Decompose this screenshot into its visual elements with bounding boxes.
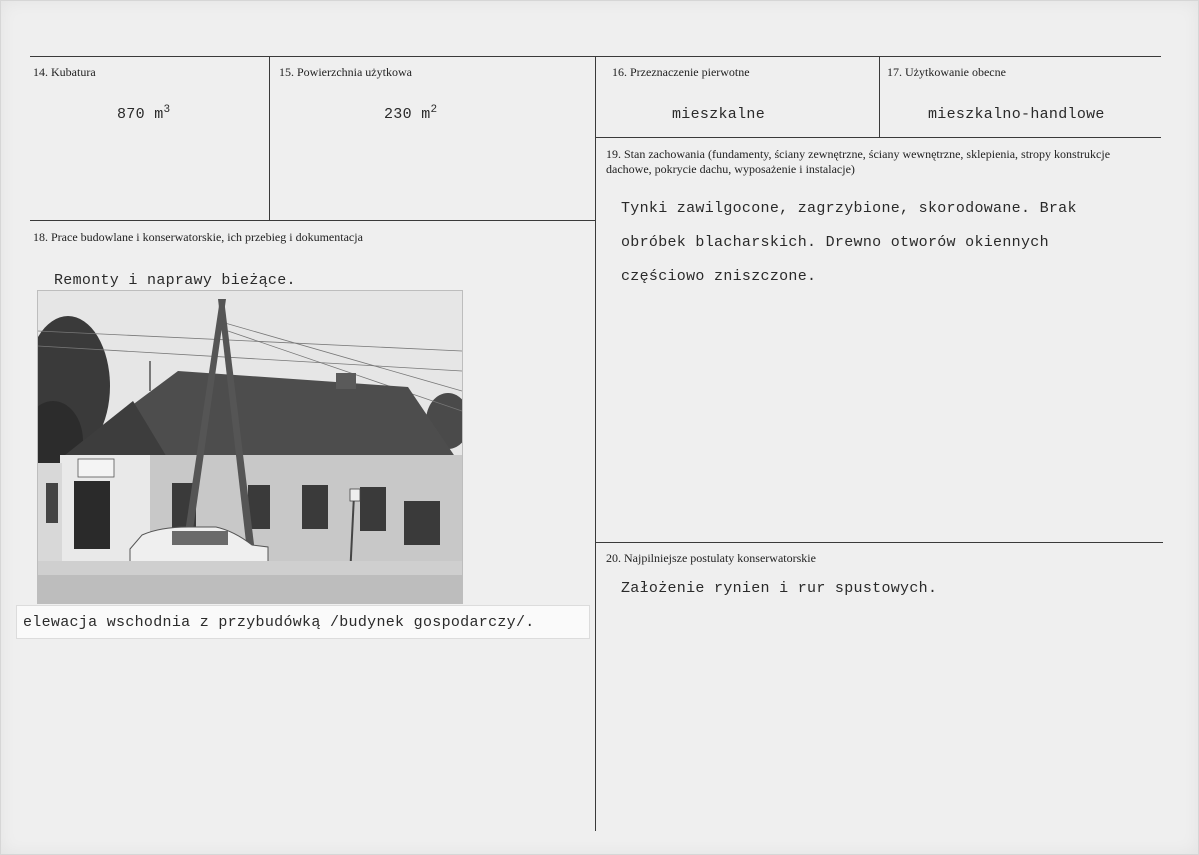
building-photo-icon bbox=[38, 291, 462, 603]
field-20-label: 20. Najpilniejsze postulaty konserwatorskie bbox=[606, 551, 816, 565]
divider-16-17 bbox=[879, 56, 880, 137]
field-14-number: 870 m bbox=[117, 106, 164, 123]
left-row-rule bbox=[30, 220, 596, 221]
center-divider bbox=[595, 56, 596, 831]
field-18-label: 18. Prace budowlane i konserwatorskie, ich przebieg i dokumentacja bbox=[33, 230, 363, 244]
field-15-exponent: 2 bbox=[430, 104, 438, 116]
photo-caption-strip bbox=[17, 606, 589, 638]
field-19-value: Tynki zawilgocone, zagrzybione, skorodowane. Brak obróbek blacharskich. Drewno otworów okiennych częściowo zniszczone. bbox=[621, 200, 1077, 285]
row1-bottom-rule bbox=[596, 137, 1161, 138]
field-15-number: 230 m bbox=[384, 106, 431, 123]
field-16-label: 16. Przeznaczenie pierwotne bbox=[612, 65, 750, 79]
field-20-value: Założenie rynien i rur spustowych. bbox=[621, 580, 938, 597]
field-14-value bbox=[117, 106, 170, 125]
field-16-value: mieszkalne bbox=[672, 106, 766, 123]
field20-top-rule bbox=[596, 542, 1163, 543]
field-17-label: 17. Użytkowanie obecne bbox=[887, 65, 1006, 79]
field-18-value: Remonty i naprawy bieżące. bbox=[54, 272, 296, 289]
divider-14-15 bbox=[269, 56, 270, 220]
field-17-value: mieszkalno-handlowe bbox=[928, 106, 1105, 123]
field-15-label: 15. Powierzchnia użytkowa bbox=[279, 65, 412, 79]
field-14-label: 14. Kubatura bbox=[33, 65, 96, 79]
field-19-label: 19. Stan zachowania (fundamenty, ściany zewnętrzne, ściany wewnętrzne, sklepienia, stropy konstrukcje dachowe, pokrycie dachu, wyposażenie i instalacje) bbox=[606, 147, 1111, 176]
building-photo bbox=[38, 291, 462, 603]
field-14-exponent: 3 bbox=[163, 104, 171, 116]
field-15-value bbox=[384, 106, 437, 125]
photo-caption: elewacja wschodnia z przybudówką /budynek gospodarczy/. bbox=[23, 614, 535, 631]
